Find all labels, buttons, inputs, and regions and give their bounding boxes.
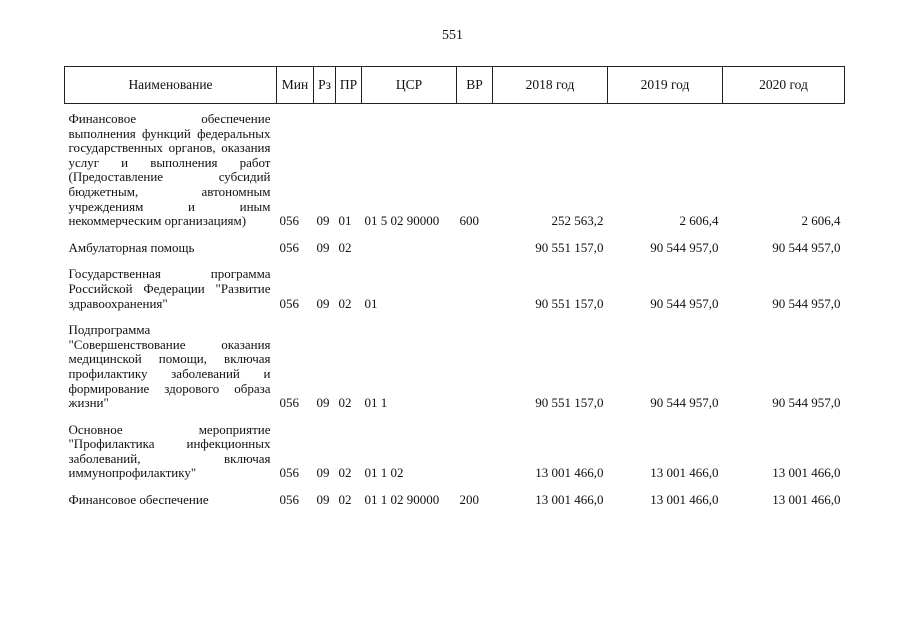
header-pr: ПР [336, 67, 362, 104]
table-row [65, 267, 845, 311]
row-2020: 13 001 466,0 [772, 492, 841, 508]
row-csr [362, 241, 457, 256]
row-csr: 01 1 [364, 395, 388, 411]
row-2018: 13 001 466,0 [535, 465, 604, 481]
row-spacer [65, 229, 845, 241]
row-name: Государственная программа Российской Федерации "Развитие здравоохранения" [68, 266, 271, 311]
row-min: 056 [279, 239, 299, 255]
table-row [65, 423, 845, 481]
row-vr: 200 [459, 492, 479, 508]
table-row [65, 104, 845, 229]
row-2018: 90 551 157,0 [535, 295, 604, 311]
budget-table [64, 66, 845, 508]
row-2020: 13 001 466,0 [772, 465, 841, 481]
row-2019: 2 606,4 [679, 213, 719, 229]
row-2018: 90 551 157,0 [535, 239, 604, 255]
row-2019: 90 544 957,0 [650, 239, 719, 255]
header-vr: ВР [457, 67, 493, 104]
row-rz: 09 [316, 465, 330, 481]
header-2018: 2018 год [493, 67, 608, 104]
header-min: Мин [277, 67, 314, 104]
header-name: Наименование [65, 67, 277, 104]
row-vr [457, 267, 493, 311]
row-2020: 90 544 957,0 [772, 239, 841, 255]
row-2020: 90 544 957,0 [772, 395, 841, 411]
row-pr: 02 [338, 395, 352, 411]
row-rz: 09 [316, 492, 330, 508]
row-name: Амбулаторная помощь [68, 239, 195, 255]
row-2019: 13 001 466,0 [650, 492, 719, 508]
row-csr: 01 [364, 295, 378, 311]
row-name: Основное мероприятие "Профилактика инфекционных заболеваний, включая иммунопрофилактику" [68, 421, 271, 481]
row-vr [457, 241, 493, 256]
row-pr: 02 [338, 492, 352, 508]
header-rz: Рз [314, 67, 336, 104]
row-csr: 01 1 02 90000 [364, 492, 440, 508]
row-rz: 09 [316, 213, 330, 229]
row-rz: 09 [316, 295, 330, 311]
row-pr: 01 [338, 213, 352, 229]
row-min: 056 [279, 395, 299, 411]
row-vr [457, 323, 493, 411]
row-vr: 600 [459, 213, 479, 229]
row-name: Финансовое обеспечение [68, 492, 209, 508]
row-name: Финансовое обеспечение выполнения функций федеральных государственных органов, оказания услуг и выполнения работ (Предоставление субсидий бюджетным, автономным учреждениям и иным некоммерческим организациям) [68, 111, 271, 229]
row-2019: 90 544 957,0 [650, 395, 719, 411]
page-number: 551 [442, 28, 463, 43]
row-name: Подпрограмма "Совершенствование оказания медицинской помощи, включая профилактику заболеваний и формирование здорового образа жизни" [68, 322, 271, 411]
table-row [65, 323, 845, 411]
header-row [65, 67, 845, 104]
row-2020: 90 544 957,0 [772, 295, 841, 311]
row-spacer [65, 411, 845, 423]
table-row [65, 493, 845, 508]
row-csr: 01 1 02 [364, 465, 404, 481]
row-pr: 02 [338, 295, 352, 311]
row-rz: 09 [316, 239, 330, 255]
row-pr: 02 [338, 239, 352, 255]
row-2018: 13 001 466,0 [535, 492, 604, 508]
row-pr: 02 [338, 465, 352, 481]
row-min: 056 [279, 465, 299, 481]
row-vr [457, 423, 493, 481]
row-2019: 13 001 466,0 [650, 465, 719, 481]
row-min: 056 [279, 213, 299, 229]
row-2018: 90 551 157,0 [535, 395, 604, 411]
header-2019: 2019 год [608, 67, 723, 104]
row-min: 056 [279, 295, 299, 311]
header-2020: 2020 год [723, 67, 845, 104]
row-csr: 01 5 02 90000 [364, 213, 440, 229]
row-rz: 09 [316, 395, 330, 411]
row-2018: 252 563,2 [551, 213, 604, 229]
row-2020: 2 606,4 [801, 213, 841, 229]
row-2019: 90 544 957,0 [650, 295, 719, 311]
row-spacer [65, 311, 845, 323]
table-row [65, 241, 845, 256]
header-csr: ЦСР [362, 67, 457, 104]
row-min: 056 [279, 492, 299, 508]
